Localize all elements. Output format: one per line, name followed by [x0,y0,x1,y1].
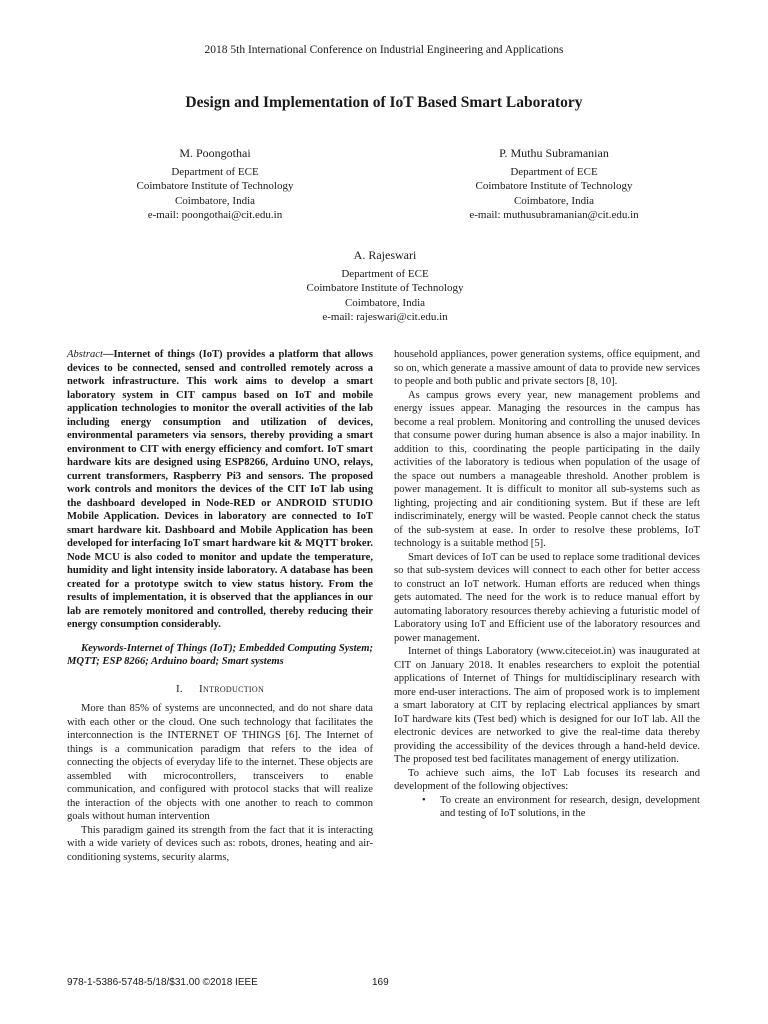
author-department: Department of ECE [510,165,598,178]
author-institute: Coimbatore Institute of Technology [475,180,633,193]
author-institute: Coimbatore Institute of Technology [306,282,464,295]
right-column [394,348,700,821]
author-email[interactable]: e-mail: muthusubramanian@cit.edu.in [469,209,639,222]
section-title: Introduction [198,682,265,695]
keywords-label: Keywords- [81,642,127,654]
keywords [67,642,373,669]
bullet-marker: • [422,794,426,806]
paper-title: Design and Implementation of IoT Based Smart Laboratory [185,94,583,111]
left-column [67,348,373,864]
paragraph: To achieve such aims, the IoT Lab focuses its research and development of the following objectives: [394,767,700,792]
paragraph: Internet of things Laboratory (www.citeceiot.in) was inaugurated at CIT on January 2018. It enables researchers to exploit the potential applications of Internet of Things for multidisciplinary research with more end-user interactions. The aim of proposed work is to implement a smart laboratory at CIT by replacing electrical appliances by smart IoT hardware kits (Test bed) which is designed for our IoT lab. All the electronic devices are networked to give the real-time data thereby providing the accessibility of the devices through a hand-held device. The proposed test bed facilitates management of energy utilization. [394,646,700,765]
author-location: Coimbatore, India [513,194,595,207]
paragraph: household appliances, power generation systems, office equipment, and so on, which generate a massive amount of data to provide new services to people and both public and private sectors [8, 10]. [394,349,700,387]
author-email[interactable]: e-mail: poongothai@cit.edu.in [147,209,283,222]
author-name: M. Poongothai [179,146,251,160]
abstract-dash: — [102,349,114,360]
paragraph: Smart devices of IoT can be used to replace some traditional devices so that sub-system devices will connect to each other for better access to construct an IoT network. Human efforts are reduced when things gets automated. The need for the work is to reduce manual effort by automating laboratory resources thereby achieving a futuristic model of Laboratory using IoT and Efficient use of the laboratory resources and power management. [394,551,700,644]
author-location: Coimbatore, India [174,194,256,207]
author-block-1 [104,146,326,223]
paragraph: More than 85% of systems are unconnected, and do not share data with each other or the cloud. One such technology that facilitates the interconnection is the INTERNET OF THINGS [6]. The Internet of things is a communication paradigm that refers to the idea of connecting the objects of everyday life to the internet. These objects are assembled with microcontrollers, transceivers to enable communication, and configured with protocol stacks that will realize the interaction of the objects with one another to reach to common goals without human intervention [67,703,373,822]
author-block-3 [265,248,505,325]
paragraph: This paradigm gained its strength from the fact that it is interacting with a wide variety of devices such as: robots, drones, heating and air-conditioning systems, security alarms, [67,824,373,863]
author-institute: Coimbatore Institute of Technology [136,180,294,193]
paragraph: As campus grows every year, new management problems and energy issues appear. Managing the resources in the campus has become a real problem. Monitoring and controlling the unused devices that consume power during human absence is also a major inability. In addition to this, coordinating the people participating in the daily activities of the laboratory is tedious when population of the usage of the space out numbers a manageable threshold. Another problem is power management. It is difficult to monitor all sub-systems such as lighting, projecting and air conditioning system. But if these are left indiscriminately, energy will be wasted. People cannot check the status of the sub-system at ease. In order to resolve these problems, IoT technology is a suitable method [5]. [394,389,700,549]
objectives-list [394,794,700,821]
author-location: Coimbatore, India [344,296,426,309]
author-block-2 [438,146,670,223]
author-department: Department of ECE [171,165,259,178]
conference-header: 2018 5th International Conference on Industrial Engineering and Applications [204,44,564,56]
list-item [394,794,700,821]
author-email[interactable]: e-mail: rajeswari@cit.edu.in [322,311,448,324]
footer-isbn: 978-1-5386-5748-5/18/$31.00 ©2018 IEEE [67,977,258,988]
section-numeral: I. [175,682,183,695]
author-department: Department of ECE [341,267,429,280]
keywords-text: Internet of Things (IoT); Embedded Computing System; MQTT; ESP 8266; Arduino board; Smart systems [67,642,373,667]
page-number: 169 [372,977,389,988]
section-heading-introduction [67,683,373,697]
abstract-label: Abstract [67,349,103,360]
list-item-text: To create an environment for research, design, development and testing of IoT solutions, in the [440,794,700,819]
abstract-text: Internet of things (IoT) provides a platform that allows devices to be connected, sensed and controlled remotely across a network infrastructure. This work aims to develop a smart laboratory system in CIT campus based on IoT and mobile application technologies to monitor the overall activities of the lab including energy consumption and utilization of devices, environmental parameters via sensors, thereby providing a smart environment to CIT with energy efficiency and comfort. IoT smart hardware kits are designed using ESP8266, Arduino UNO, relays, current transformers, Raspberry Pi3 and sensors. The proposed work controls and monitors the devices of the CIT IoT lab using the dashboard developed in Node-RED or ANDROID STUDIO Mobile Application. Devices in laboratory are connected to IoT smart hardware kit. Dashboard and Mobile Application has been developed for interfacing IoT smart hardware kit & MQTT broker. Node MCU is also coded to monitor and update the temperature, humidity and light intensity inside laboratory. A database has been created for a prototype switch to view status history. From the results of implementation, it is observed that the appliances in our lab are remotely monitored and controlled, thereby reducing their energy consumption considerably. [67,349,373,630]
author-name: P. Muthu Subramanian [499,146,609,160]
author-name: A. Rajeswari [353,248,417,262]
abstract [67,348,373,632]
